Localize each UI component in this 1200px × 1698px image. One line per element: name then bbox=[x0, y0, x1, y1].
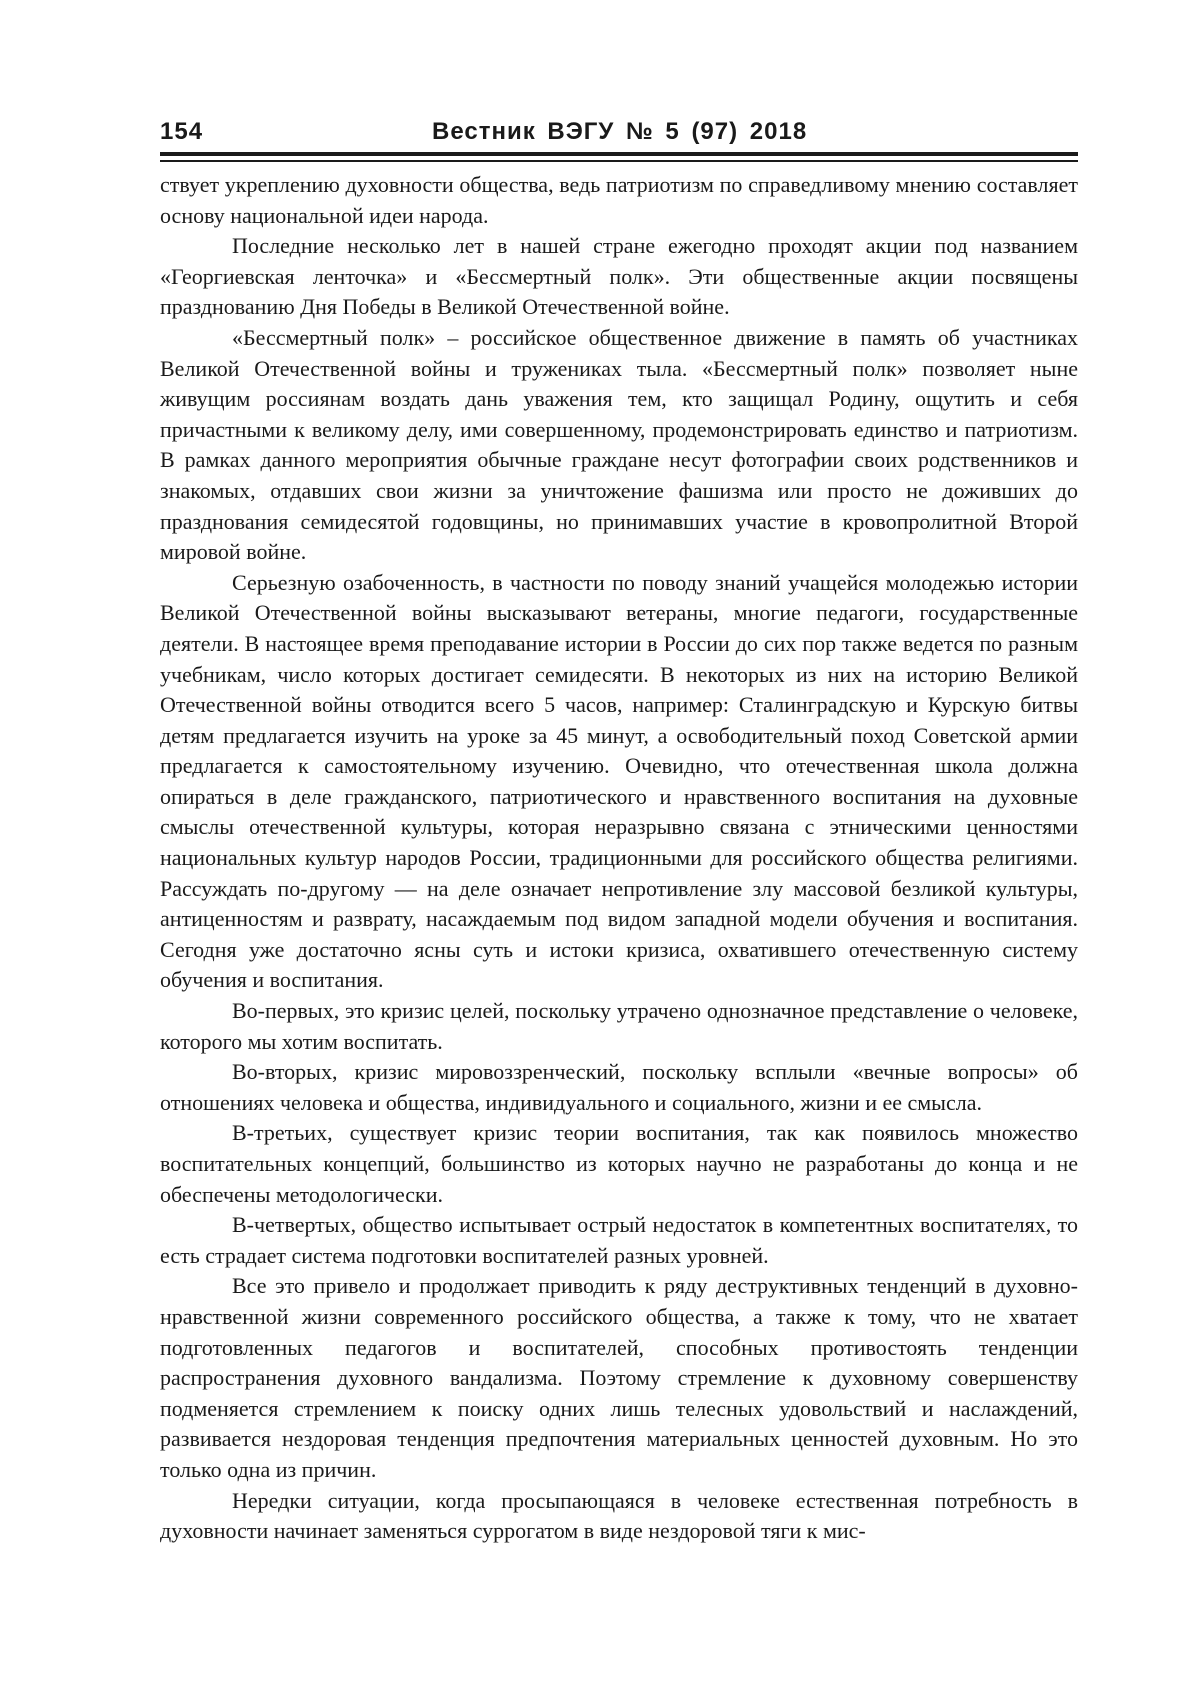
header-rule-thin bbox=[160, 160, 1078, 162]
running-header bbox=[160, 112, 1078, 152]
paragraph: Нередки ситуации, когда просыпающаяся в человеке естественная потребность в духовности начинает заменяться суррогатом в виде нездоровой тяги к мис- bbox=[160, 1487, 1078, 1544]
journal-title: Вестник ВЭГУ № 5 (97) 2018 bbox=[432, 118, 808, 145]
paragraph: Во-первых, это кризис целей, поскольку утрачено однозначное представление о человеке, которого мы хотим воспитать. bbox=[160, 998, 1078, 1054]
paragraph: Последние несколько лет в нашей стране ежегодно проходят акции под названием «Георгиевская ленточка» и «Бессмертный полк». Эти общественные акции посвящены празднованию Дня Победы в Великой Отечественной войне. bbox=[160, 233, 1078, 320]
article-body bbox=[160, 170, 1078, 1547]
paragraph: Серьезную озабоченность, в частности по поводу знаний учащейся молодежью истории Великой Отечественной войны высказывают ветераны, многие педагоги, государственные деятели. В настоящее время преподавание истории в России до сих пор также ведется по разным учебникам, число которых достигает семидесяти. В некоторых из них на историю Великой Отечественной войны отводится всего 5 часов, например: Сталинградскую и Курскую битвы детям предлагается изучить на уроке за 45 минут, а освободительный поход Советской армии предлагается к самостоятельному изучению. Очевидно, что отечественная школа должна опираться в деле гражданского, патриотического и нравственного воспитания на духовные смыслы отечественной культуры, которая неразрывно связана с этническими ценностями национальных культур народов России, традиционными для российского общества религиями. Рассуждать по-другому — на деле означает непротивление злу массовой безликой культуры, антиценностям и разврату, насаждаемым под видом западной модели обучения и воспитания. Сегодня уже достаточно ясны суть и истоки кризиса, охватившего отечественную систему обучения и воспитания. bbox=[160, 569, 1078, 993]
paragraph: Все это привело и продолжает приводить к ряду деструктивных тенденций в духовно-нравственной жизни современного российского общества, а также к тому, что не хватает подготовленных педагогов и воспитателей, способных противостоять тенденции распространения духовного вандализма. Поэтому стремление к духовному совершенству подменяется стремлением к поиску одних лишь телесных удовольствий и наслаждений, развивается нездоровая тенденция предпочтения материальных ценностей духовным. Но это только одна из причин. bbox=[160, 1273, 1078, 1482]
paragraph: «Бессмертный полк» – российское общественное движение в память об участниках Великой Отечественной войны и тружениках тыла. «Бессмертный полк» позволяет ныне живущим россиянам воздать дань уважения тем, кто защищал Родину, ощутить и себя причастными к великому делу, ими совершенному, продемонстрировать единство и патриотизм. В рамках данного мероприятия обычные граждане несут фотографии своих родственников и знакомых, отдавших свои жизни за уничтожение фашизма или просто не доживших до празднования семидесятой годовщины, но принимавших участие в кровопролитной Второй мировой войне. bbox=[160, 324, 1078, 565]
paragraph: В-третьих, существует кризис теории воспитания, так как появилось множество воспитательных концепций, большинство из которых научно не разработаны до конца и не обеспечены методологически. bbox=[160, 1120, 1078, 1207]
paragraph: ствует укреплению духовности общества, ведь патриотизм по справедливому мнению составляет основу национальной идеи народа. bbox=[160, 172, 1078, 228]
paragraph: Во-вторых, кризис мировоззренческий, поскольку всплыли «вечные вопросы» об отношениях человека и общества, индивидуального и социального, жизни и ее смысла. bbox=[160, 1059, 1078, 1115]
header-rule-thick bbox=[160, 152, 1078, 156]
paragraph: В-четвертых, общество испытывает острый недостаток в компетентных воспитателях, то есть страдает система подготовки воспитателей разных уровней. bbox=[160, 1212, 1078, 1268]
document-page bbox=[160, 112, 1078, 1544]
page-number: 154 bbox=[160, 118, 204, 145]
